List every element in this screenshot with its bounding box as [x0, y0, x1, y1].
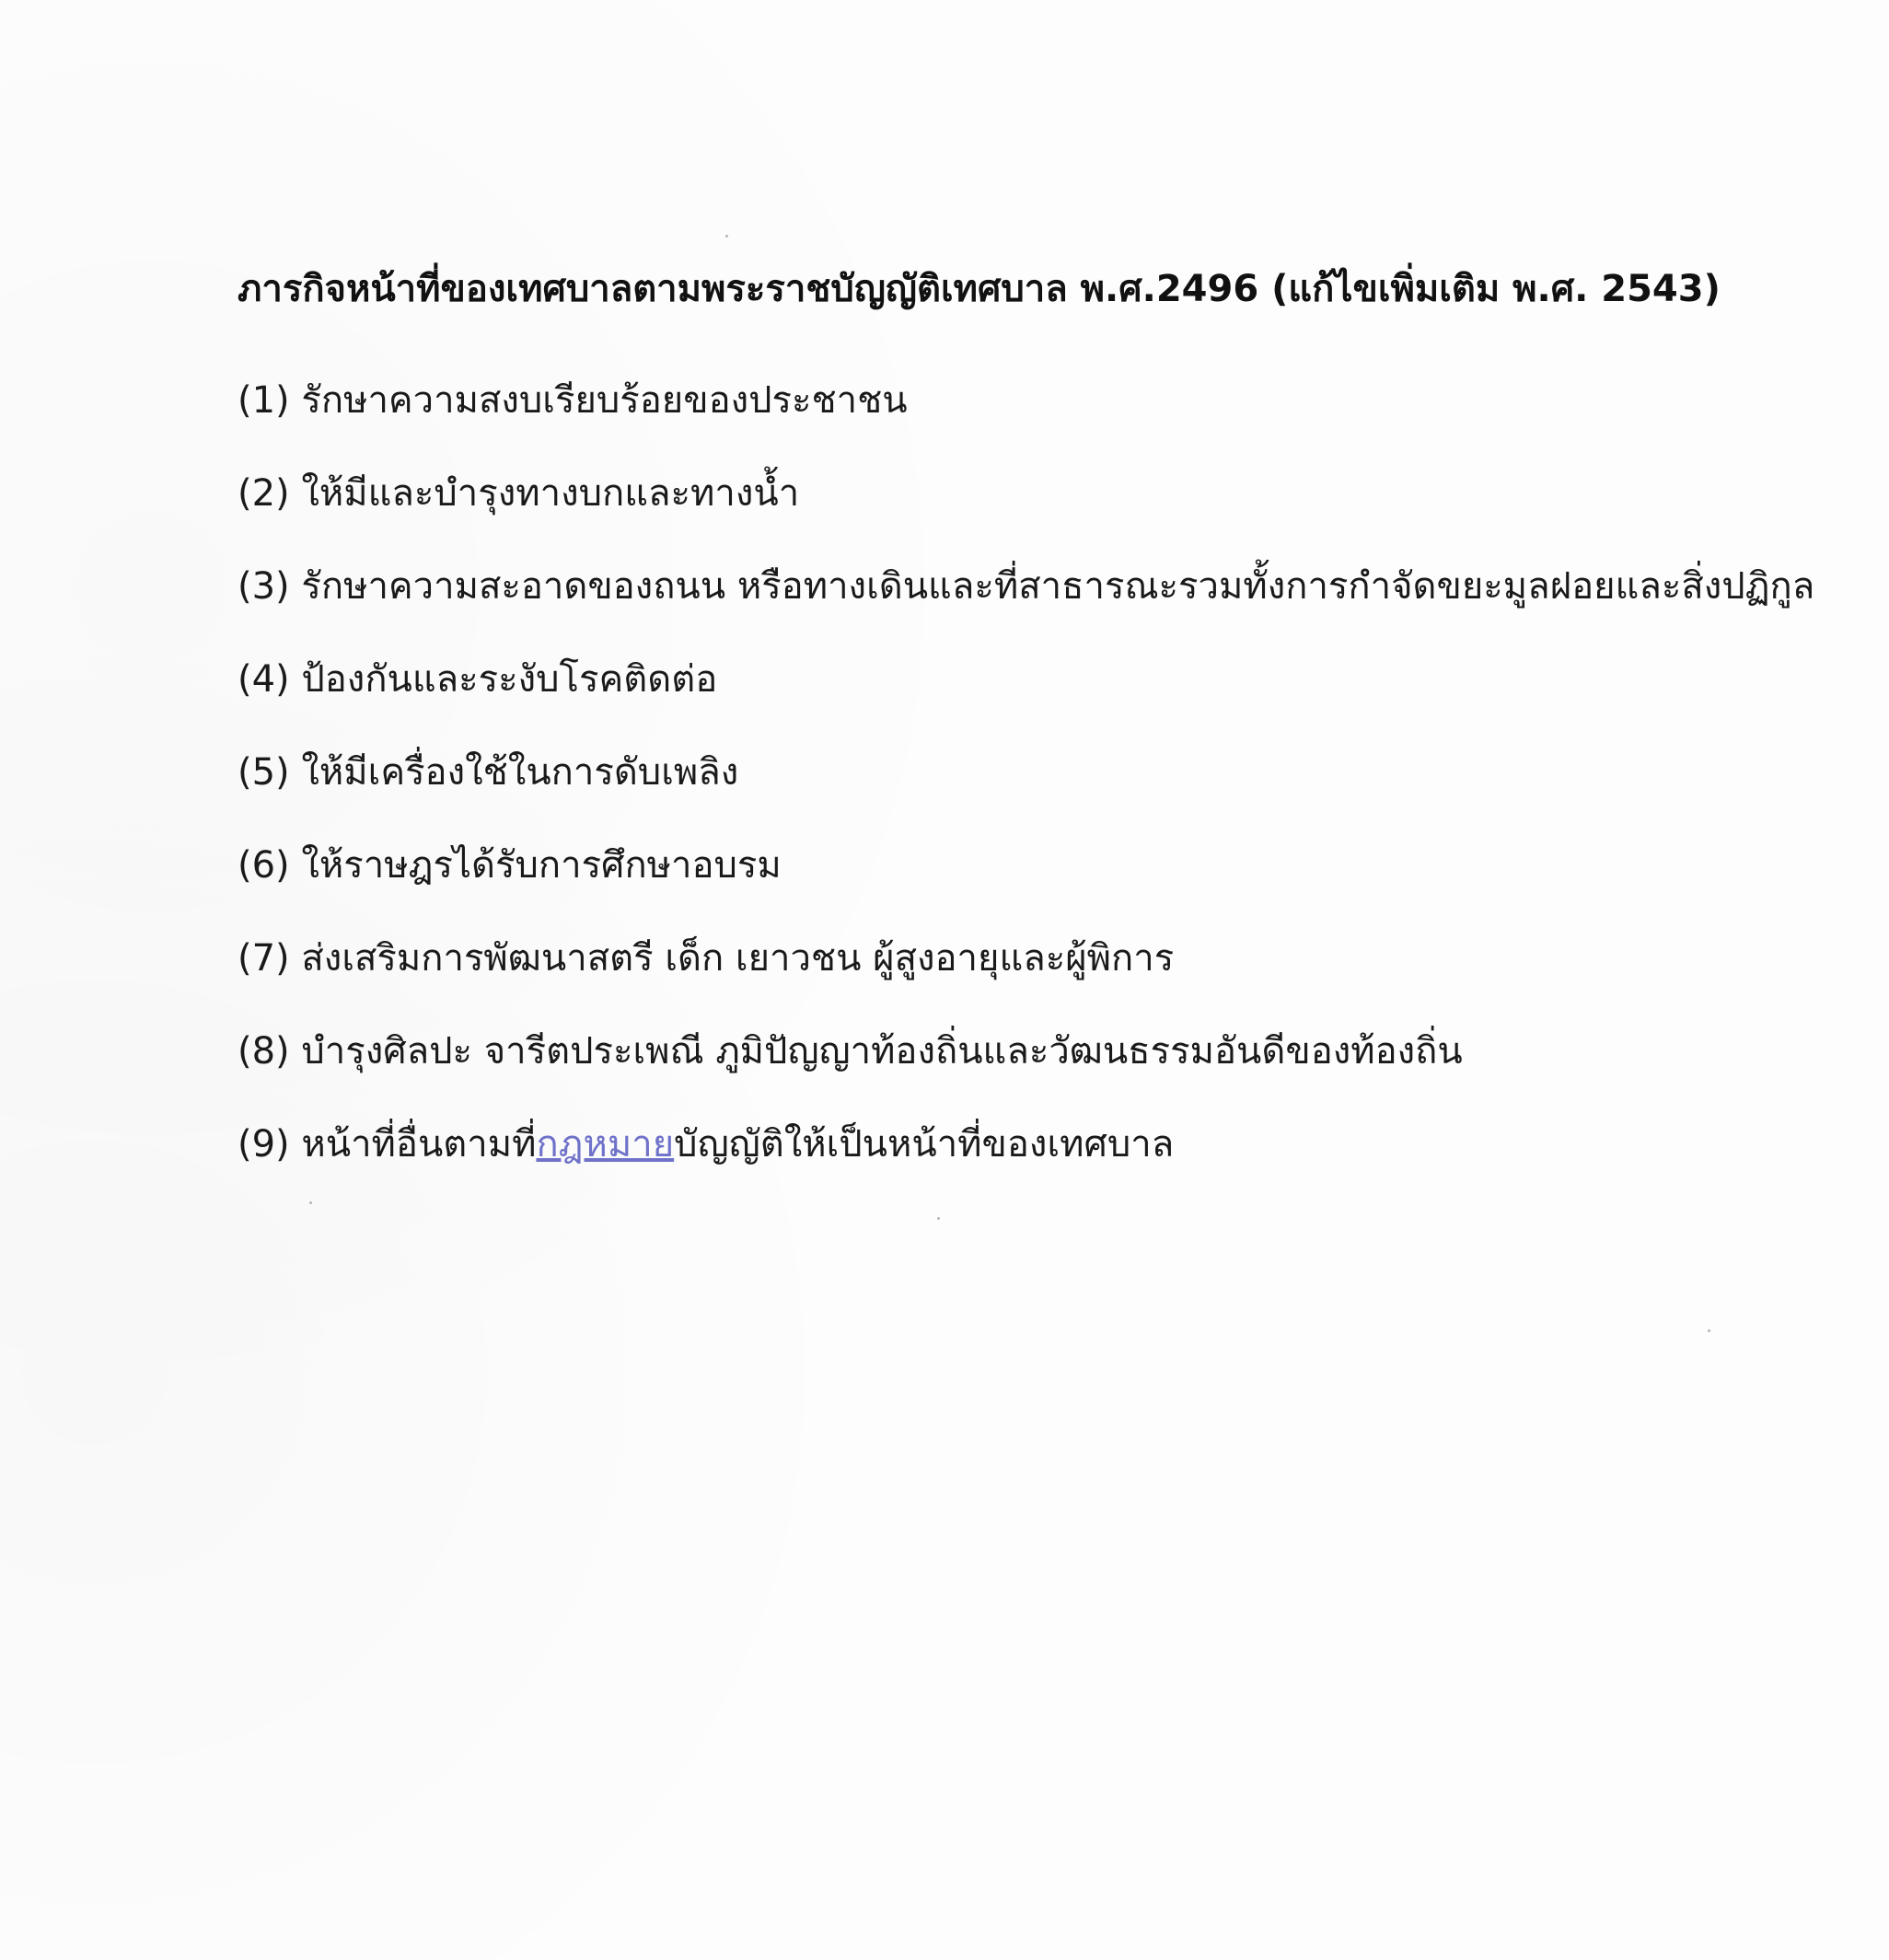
duty-item-9-suffix: บัญญัติให้เป็นหน้าที่ของเทศบาล: [674, 1123, 1175, 1166]
duty-item-8: (8) บำรุงศิลปะ จารีตประเพณี ภูมิปัญญาท้องถิ่นและวัฒนธรรมอันดีของท้องถิ่น: [238, 1030, 1463, 1073]
duty-item-2: (2) ให้มีและบำรุงทางบกและทางน้ำ: [238, 472, 800, 515]
duty-item-4: (4) ป้องกันและระงับโรคติดต่อ: [238, 658, 718, 701]
scan-speck: [1708, 1329, 1710, 1332]
duty-item-9: [238, 1117, 1814, 1210]
duty-item-9-prefix: (9) หน้าที่อื่นตามที่: [238, 1123, 537, 1166]
duty-item-3: (3) รักษาความสะอาดของถนน หรือทางเดินและที่สาธารณะรวมทั้งการกำจัดขยะมูลฝอยและสิ่งปฏิกูล: [238, 565, 1815, 608]
duty-item-7: (7) ส่งเสริมการพัฒนาสตรี เด็ก เยาวชน ผู้สูงอายุและผู้พิการ: [238, 937, 1175, 980]
duty-item-6: (6) ให้ราษฎรได้รับการศึกษาอบรม: [238, 844, 782, 887]
law-link[interactable]: กฎหมาย: [536, 1123, 675, 1166]
scan-speck: [937, 1217, 940, 1220]
duties-list: [238, 373, 1814, 1210]
document-heading: ภารกิจหน้าที่ของเทศบาลตามพระราชบัญญัติเทศบาล พ.ศ.2496 (แก้ไขเพิ่มเติม พ.ศ. 2543): [238, 268, 1721, 310]
scan-speck: [725, 235, 728, 238]
duty-item-1: (1) รักษาความสงบเรียบร้อยของประชาชน: [238, 379, 908, 422]
duty-item-5: (5) ให้มีเครื่องใช้ในการดับเพลิง: [238, 751, 739, 794]
scan-speck: [309, 1201, 312, 1204]
